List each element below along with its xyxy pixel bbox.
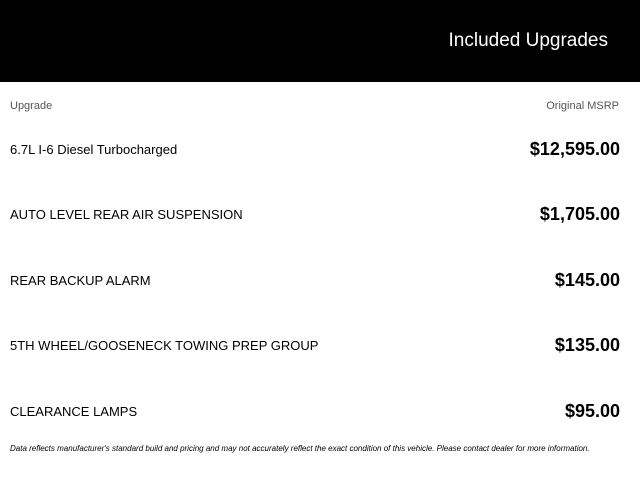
upgrade-name: 5TH WHEEL/GOOSENECK TOWING PREP GROUP bbox=[10, 338, 319, 353]
column-header-msrp: Original MSRP bbox=[546, 100, 619, 112]
column-header-upgrade: Upgrade bbox=[10, 100, 53, 112]
upgrade-row bbox=[0, 203, 640, 225]
upgrade-name: REAR BACKUP ALARM bbox=[10, 273, 151, 288]
page-title: Included Upgrades bbox=[448, 30, 608, 51]
upgrade-price: $12,595.00 bbox=[529, 139, 620, 159]
upgrade-price: $135.00 bbox=[554, 335, 620, 355]
upgrade-price: $1,705.00 bbox=[539, 204, 620, 224]
upgrade-row bbox=[0, 334, 640, 356]
upgrade-row bbox=[0, 400, 640, 422]
upgrade-price: $145.00 bbox=[554, 270, 620, 290]
upgrade-name: AUTO LEVEL REAR AIR SUSPENSION bbox=[10, 207, 243, 222]
upgrade-price: $95.00 bbox=[564, 401, 620, 421]
upgrade-row bbox=[0, 269, 640, 291]
disclaimer-text: Data reflects manufacturer's standard build and pricing and may not accurately reflect the exact condition of this vehicle. Please contact dealer for more information. bbox=[10, 444, 590, 453]
upgrade-name: CLEARANCE LAMPS bbox=[10, 404, 138, 419]
upgrade-name: 6.7L I-6 Diesel Turbocharged bbox=[10, 142, 178, 157]
upgrade-row bbox=[0, 138, 640, 160]
page-header bbox=[0, 0, 640, 82]
